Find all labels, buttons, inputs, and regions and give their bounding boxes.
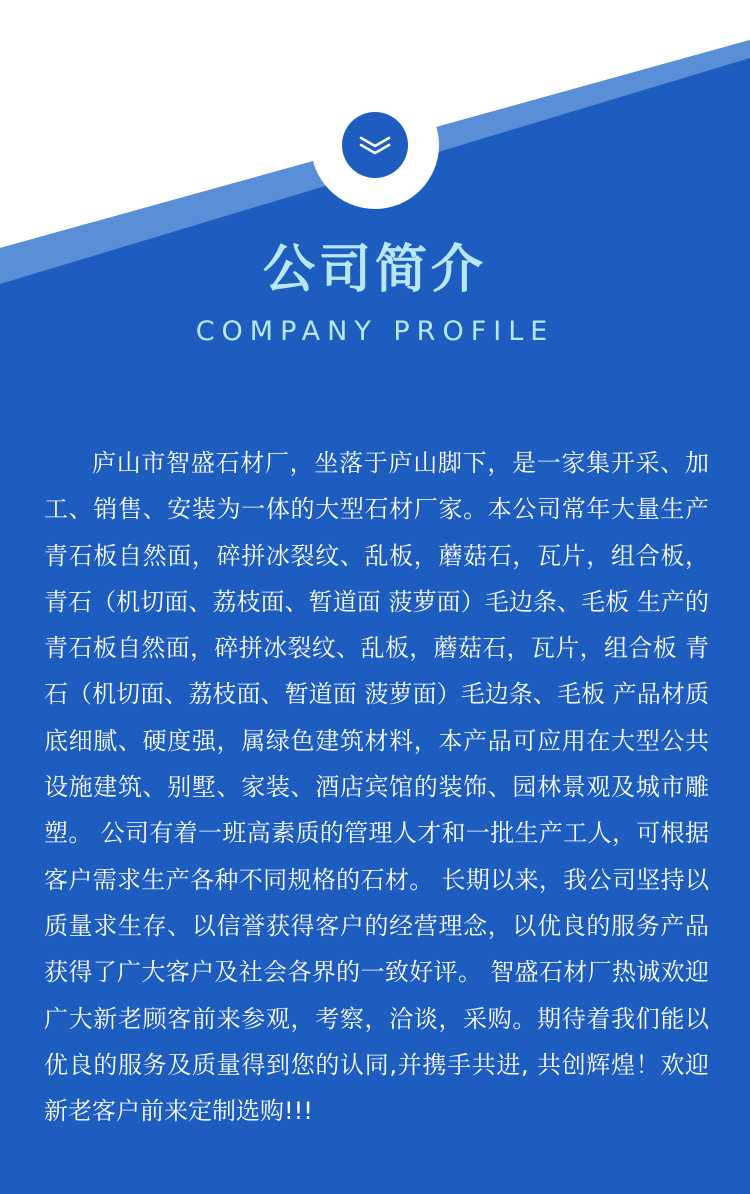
chevron-double-down-icon (358, 134, 392, 156)
company-description: 庐山市智盛石材厂，坐落于庐山脚下，是一家集开采、加工、销售、安装为一体的大型石材厂家。本公司常年大量生产青石板自然面，碎拼冰裂纹、乱板，蘑菇石，瓦片，组合板，青石（机切面、荔枝面、暂道面 菠萝面）毛边条、毛板 生产的青石板自然面，碎拼冰裂纹、乱板，蘑菇石，瓦片，组合板 青石（机切面、荔枝面、暂道面 菠萝面）毛边条、毛板 产品材质底细腻、硬度强，属绿色建筑材料，本产品可应用在大型公共设施建筑、别墅、家装、酒店宾馆的装饰、园林景观及城市雕塑。 公司有着一班高素质的管理人才和一批生产工人，可根据客户需求生产各种不同规格的石材。 长期以来，我公司坚持以质量求生存、以信誉获得客户的经营理念，以优良的服务产品获得了广大客户及社会各界的一致好评。 智盛石材厂热诚欢迎广大新老顾客前来参观，考察，洽谈，采购。期待着我们能以优良的服务及质量得到您的认同,并携手共进, 共创辉煌！欢迎新老客户前来定制选购!!! (44, 449, 709, 1126)
emblem-badge (342, 112, 408, 178)
page-subtitle: COMPANY PROFILE (195, 316, 555, 347)
page-title: 公司简介 (262, 240, 487, 300)
